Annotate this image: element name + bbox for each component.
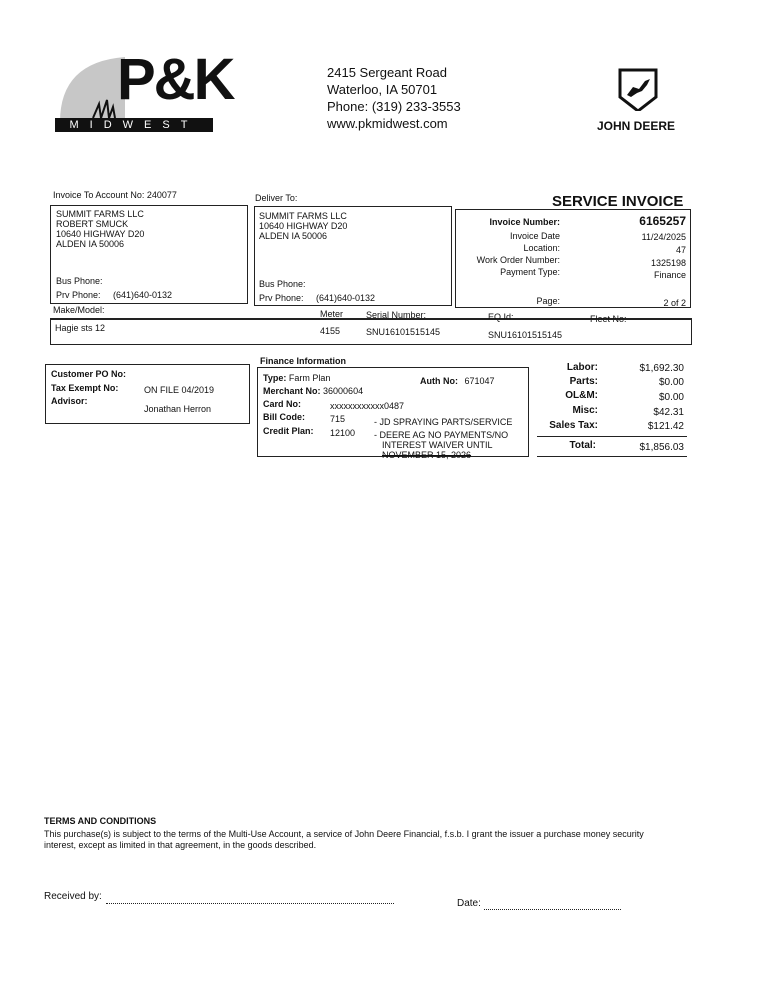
received-by-line (106, 903, 394, 904)
make-model-label: Make/Model: (53, 305, 105, 315)
deliver-bus-phone-label: Bus Phone: (259, 279, 306, 289)
finance-type-label: Type: (263, 373, 287, 383)
bill-prv-phone-label: Prv Phone: (56, 290, 101, 300)
misc-label: Misc: (572, 405, 598, 416)
date-label: Date: (457, 898, 481, 909)
meter-label: Meter (320, 309, 344, 319)
work-order-number: 1325198 (650, 258, 686, 268)
account-number: 240077 (146, 190, 177, 200)
invoice-number-label: Invoice Number: (489, 217, 560, 227)
invoice-date-label: Invoice Date (509, 231, 560, 241)
terms-title: TERMS AND CONDITIONS (44, 816, 157, 826)
advisor-name: Jonathan Herron (144, 404, 212, 414)
credit-plan-label: Credit Plan: (263, 426, 314, 436)
document-title: SERVICE INVOICE (552, 193, 684, 210)
auth-label: Auth No: (420, 376, 458, 386)
totals-panel (537, 360, 687, 460)
deliver-to-box (254, 206, 452, 306)
misc-amount: $42.31 (653, 407, 684, 418)
work-order-label: Work Order Number: (476, 255, 560, 265)
parts-amount: $0.00 (658, 377, 684, 388)
credit-desc-line: NOVEMBER 15, 2026 (382, 450, 472, 460)
serial-number: SNU16101515145 (366, 327, 441, 337)
finance-title: Finance Information (260, 356, 347, 366)
bill-to-address (56, 209, 144, 249)
parts-label: Parts: (569, 376, 598, 387)
deliver-prv-phone-label: Prv Phone: (259, 293, 304, 303)
dealer-website: www.pkmidwest.com (327, 116, 448, 131)
eq-id: SNU16101515145 (488, 330, 563, 340)
dealer-address (327, 64, 461, 132)
merchant-row (263, 386, 363, 396)
received-by-label: Received by: (44, 891, 102, 902)
merchant-number: 36000604 (323, 386, 364, 396)
deliver-to-label: Deliver To: (255, 193, 298, 203)
terms-line: This purchase(s) is subject to the terms of the Multi-Use Account, a service of John Deere Financial, f.s.b. I grant the issuer a purchase money security (44, 829, 644, 839)
credit-desc-line: INTEREST WAIVER UNTIL (382, 440, 493, 450)
labor-amount: $1,692.30 (639, 363, 684, 374)
deliver-to-line: ALDEN IA 50006 (259, 231, 328, 241)
payment-type: Finance (653, 270, 686, 280)
meter-value: 4155 (320, 326, 341, 336)
invoice-number: 6165257 (639, 214, 686, 228)
account-label: Invoice To Account No: 240077 (53, 190, 177, 200)
finance-info-box (257, 367, 529, 460)
merchant-label: Merchant No: (263, 386, 321, 396)
terms-line: interest, except as limited in that agreement, in the goods described. (44, 840, 317, 850)
bill-code-label: Bill Code: (263, 412, 305, 422)
tax-exempt-value: ON FILE 04/2019 (144, 385, 215, 395)
customer-po-label: Customer PO No: (51, 369, 127, 379)
finance-type: Farm Plan (288, 373, 331, 383)
invoice-date: 11/24/2025 (641, 232, 686, 242)
bill-code-desc: - JD SPRAYING PARTS/SERVICE (374, 417, 513, 427)
auth-row (420, 376, 495, 386)
total-label: Total: (569, 440, 596, 451)
location-value: 47 (675, 245, 686, 255)
bill-code: 715 (330, 414, 346, 424)
labor-label: Labor: (566, 362, 598, 373)
finance-type-row (263, 373, 330, 383)
advisor-label: Advisor: (51, 396, 88, 406)
sales-tax-amount: $121.42 (647, 421, 684, 432)
bill-to-line: SUMMIT FARMS LLC (56, 209, 144, 219)
sales-tax-label: Sales Tax: (549, 420, 598, 431)
credit-desc-line: - DEERE AG NO PAYMENTS/NO (374, 430, 509, 440)
deliver-to-line: SUMMIT FARMS LLC (259, 211, 347, 221)
page-value: 2 of 2 (663, 298, 686, 308)
invoice-info-box (455, 209, 691, 308)
bill-to-box (50, 205, 248, 304)
location-label: Location: (523, 243, 560, 253)
brand-name: JOHN DEERE (597, 119, 676, 133)
bill-to-line: 10640 HIGHWAY D20 (56, 229, 145, 239)
olm-amount: $0.00 (658, 392, 684, 403)
payment-type-label: Payment Type: (500, 267, 560, 277)
totals-divider (537, 436, 687, 437)
fleet-no-label: Fleet No: (590, 314, 627, 324)
deliver-prv-phone: (641)640-0132 (316, 293, 376, 303)
make-model: Hagie sts 12 (55, 323, 106, 333)
customer-info-box (45, 364, 250, 424)
card-label: Card No: (263, 399, 301, 409)
dealer-city: Waterloo, IA 50701 (327, 82, 438, 97)
page-label: Page: (536, 296, 560, 306)
deliver-to-address (259, 211, 347, 241)
serial-number-label: Serial Number: (366, 310, 427, 320)
logo-subtitle: MIDWEST (55, 118, 213, 132)
deliver-to-line: 10640 HIGHWAY D20 (259, 221, 348, 231)
total-amount: $1,856.03 (639, 442, 684, 453)
dealer-phone: Phone: (319) 233-3553 (327, 99, 461, 114)
tax-exempt-label: Tax Exempt No: (51, 383, 119, 393)
bill-to-line: ALDEN IA 50006 (56, 239, 125, 249)
eq-id-label: EQ Id: (488, 312, 514, 322)
terms-text (44, 829, 704, 851)
pk-midwest-logo (55, 47, 234, 134)
totals-bottom-rule (537, 456, 687, 457)
deer-logo-icon (617, 67, 659, 111)
logo-letters: P&K (117, 47, 234, 112)
bill-to-line: ROBERT SMUCK (56, 219, 129, 229)
bill-bus-phone-label: Bus Phone: (56, 276, 103, 286)
card-number: xxxxxxxxxxxx0487 (330, 401, 405, 411)
bill-prv-phone: (641)640-0132 (113, 290, 173, 300)
equipment-values-box (50, 319, 692, 345)
olm-label: OL&M: (565, 390, 598, 401)
dealer-street: 2415 Sergeant Road (327, 65, 447, 80)
credit-plan-desc (374, 430, 508, 460)
credit-plan-code: 12100 (330, 428, 356, 438)
date-line (484, 909, 621, 910)
auth-number: 671047 (464, 376, 495, 386)
